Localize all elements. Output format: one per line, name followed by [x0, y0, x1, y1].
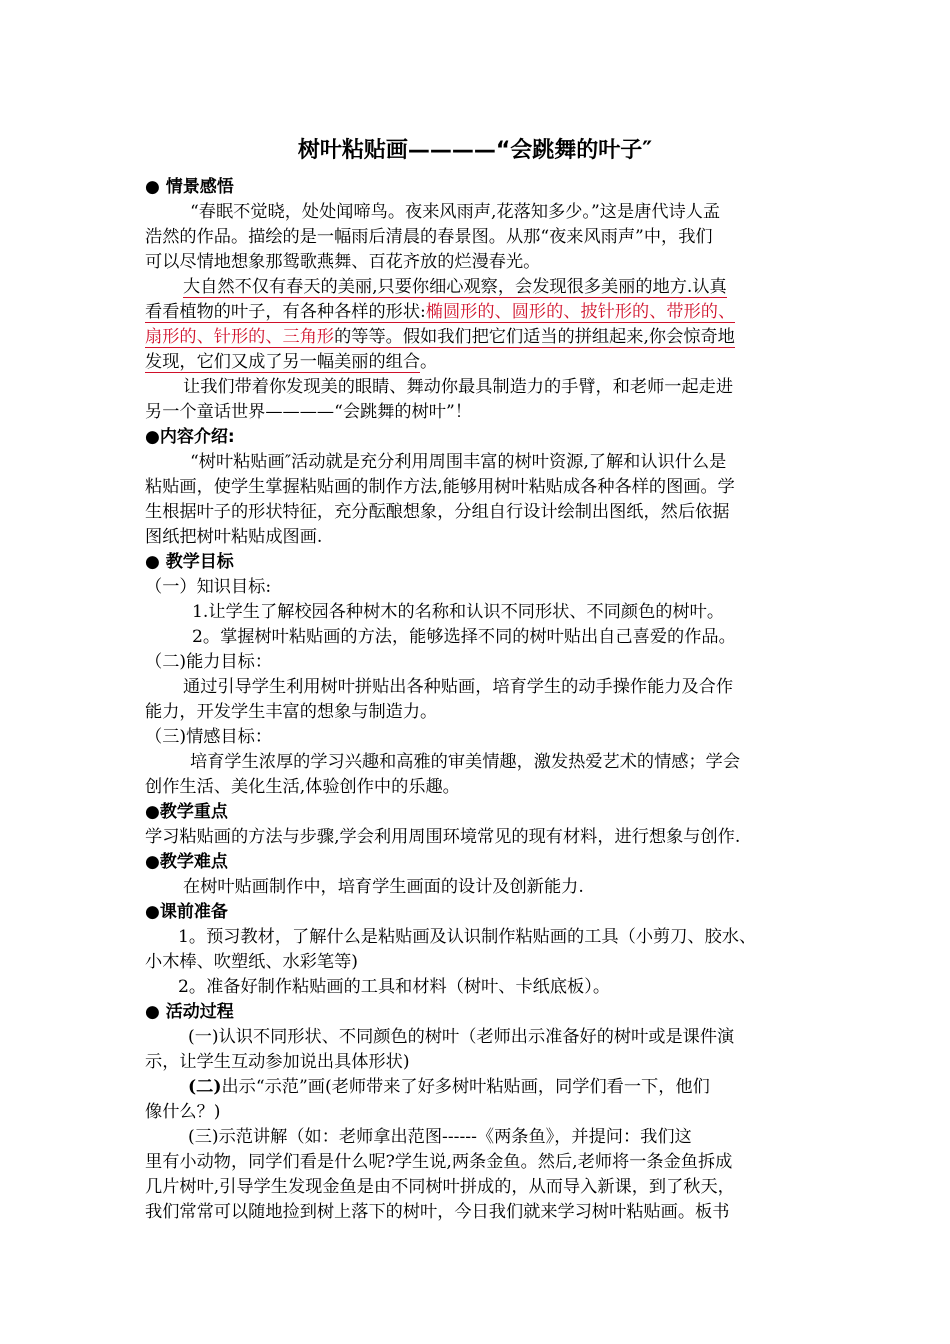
paragraph-line: 学习粘贴画的方法与步骤,学会利用周围环境常见的现有材料，进行想象与创作.: [145, 827, 741, 847]
paragraph-line: 浩然的作品。描绘的是一幅雨后清晨的春景图。从那“夜来风雨声”中，我们: [145, 227, 713, 247]
paragraph-line: 生根据叶子的形状特征，充分酝酿想象，分组自行设计绘制出图纸，然后依据: [145, 502, 730, 522]
document-title: 树叶粘贴画————“会跳舞的叶子″: [297, 138, 653, 163]
paragraph-line: “春眠不觉晓，处处闻啼鸟。夜来风雨声,花落知多少。”这是唐代诗人孟: [190, 202, 721, 222]
subheading-knowledge-goals: （一）知识目标:: [145, 577, 272, 597]
paragraph-line: 通过引导学生利用树叶拼贴出各种贴画，培育学生的动手操作能力及合作: [183, 677, 734, 697]
paragraph-line-underlined: [145, 325, 735, 349]
paragraph-line: (一)认识不同形状、不同颜色的树叶（老师出示准备好的树叶或是课件演: [188, 1027, 735, 1047]
underlined-text: 发现，它们又成了另一幅美丽的组合: [145, 352, 421, 372]
paragraph-line: 像什么？): [145, 1102, 221, 1122]
paragraph-line: 我们常常可以随地捡到树上落下的树叶，今日我们就来学习树叶粘贴画。板书: [145, 1202, 730, 1222]
subheading-emotion-goals: （三)情感目标：: [145, 727, 273, 747]
heading-scene-insight: ● 情景感悟: [145, 177, 234, 197]
heading-content-intro: ●内容介绍:: [145, 427, 235, 447]
heading-teaching-difficulty: ●教学难点: [145, 852, 228, 872]
heading-teaching-focus: ●教学重点: [145, 802, 228, 822]
paragraph-line: 在树叶贴画制作中，培育学生画面的设计及创新能力.: [183, 877, 584, 897]
goal-item: 2。掌握树叶粘贴画的方法，能够选择不同的树叶贴出自己喜爱的作品。: [192, 627, 736, 647]
paragraph-line: [188, 1075, 710, 1099]
paragraph-line: (三)示范讲解（如：老师拿出范图------《两条鱼》，并提问：我们这: [188, 1127, 692, 1147]
leaf-shapes-highlight: 扇形的、针形的、三角形: [145, 327, 335, 347]
paragraph-line: “树叶粘贴画″活动就是充分利用周围丰富的树叶资源,了解和认识什么是: [190, 452, 727, 472]
goal-item: 1.让学生了解校园各种树木的名称和认识不同形状、不同颜色的树叶。: [192, 602, 725, 622]
paragraph-line: 图纸把树叶粘贴成图画.: [145, 527, 323, 547]
paragraph-line: 可以尽情地想象那鸳歌燕舞、百花齐放的烂漫春光。: [145, 252, 541, 272]
paragraph-line-underlined: [145, 300, 735, 324]
step-number: (二): [188, 1077, 222, 1097]
leaf-shapes-highlight: 椭圆形的、圆形的、披针形的、带形的、: [425, 302, 736, 322]
paragraph-line: 几片树叶,引导学生发现金鱼是由不同树叶拼成的，从而导入新课，到了秋天，: [145, 1177, 735, 1197]
paragraph-line-underlined: [183, 275, 727, 299]
paragraph-line-underlined: [145, 350, 437, 374]
underlined-text: 大自然不仅有春天的美丽,只要你细心观察，会发现很多美丽的地方.认真: [183, 277, 727, 297]
underlined-text: 的等等。假如我们把它们适当的拼组起来,你会惊奇地: [334, 327, 735, 347]
paragraph-line: 培育学生浓厚的学习兴趣和高雅的审美情趣，激发热爱艺术的情感；学会: [190, 752, 741, 772]
paragraph-line: 创作生活、美化生活,体验创作中的乐趣。: [145, 777, 460, 797]
heading-preparation: ●课前准备: [145, 902, 228, 922]
heading-activity-process: ● 活动过程: [145, 1002, 234, 1022]
period: 。: [420, 352, 438, 372]
heading-teaching-goals: ● 教学目标: [145, 552, 234, 572]
prep-item: 1。预习教材，了解什么是粘贴画及认识制作粘贴画的工具（小剪刀、胶水、: [178, 927, 757, 947]
prep-item: 2。准备好制作粘贴画的工具和材料（树叶、卡纸底板）。: [178, 977, 611, 997]
subheading-ability-goals: （二)能力目标：: [145, 652, 273, 672]
paragraph-line: 粘贴画，使学生掌握粘贴画的制作方法,能够用树叶粘贴成各种各样的图画。学: [145, 477, 735, 497]
prep-item-continued: 小木棒、吹塑纸、水彩笔等): [145, 952, 358, 972]
paragraph-line: 里有小动物，同学们看是什么呢?学生说,两条金鱼。然后,老师将一条金鱼拆成: [145, 1152, 733, 1172]
step-text: 出示“示范”画(老师带来了好多树叶粘贴画，同学们看一下，他们: [221, 1077, 710, 1097]
paragraph-line: 能力，开发学生丰富的想象与制造力。: [145, 702, 438, 722]
paragraph-line: 让我们带着你发现美的眼睛、舞动你最具制造力的手臂，和老师一起走进: [183, 377, 734, 397]
paragraph-line: 另一个童话世界————“会跳舞的树叶”！: [145, 402, 472, 422]
underlined-text: 看看植物的叶子，有各种各样的形状:: [145, 302, 426, 322]
paragraph-line: 示，让学生互动参加说出具体形状): [145, 1052, 410, 1072]
